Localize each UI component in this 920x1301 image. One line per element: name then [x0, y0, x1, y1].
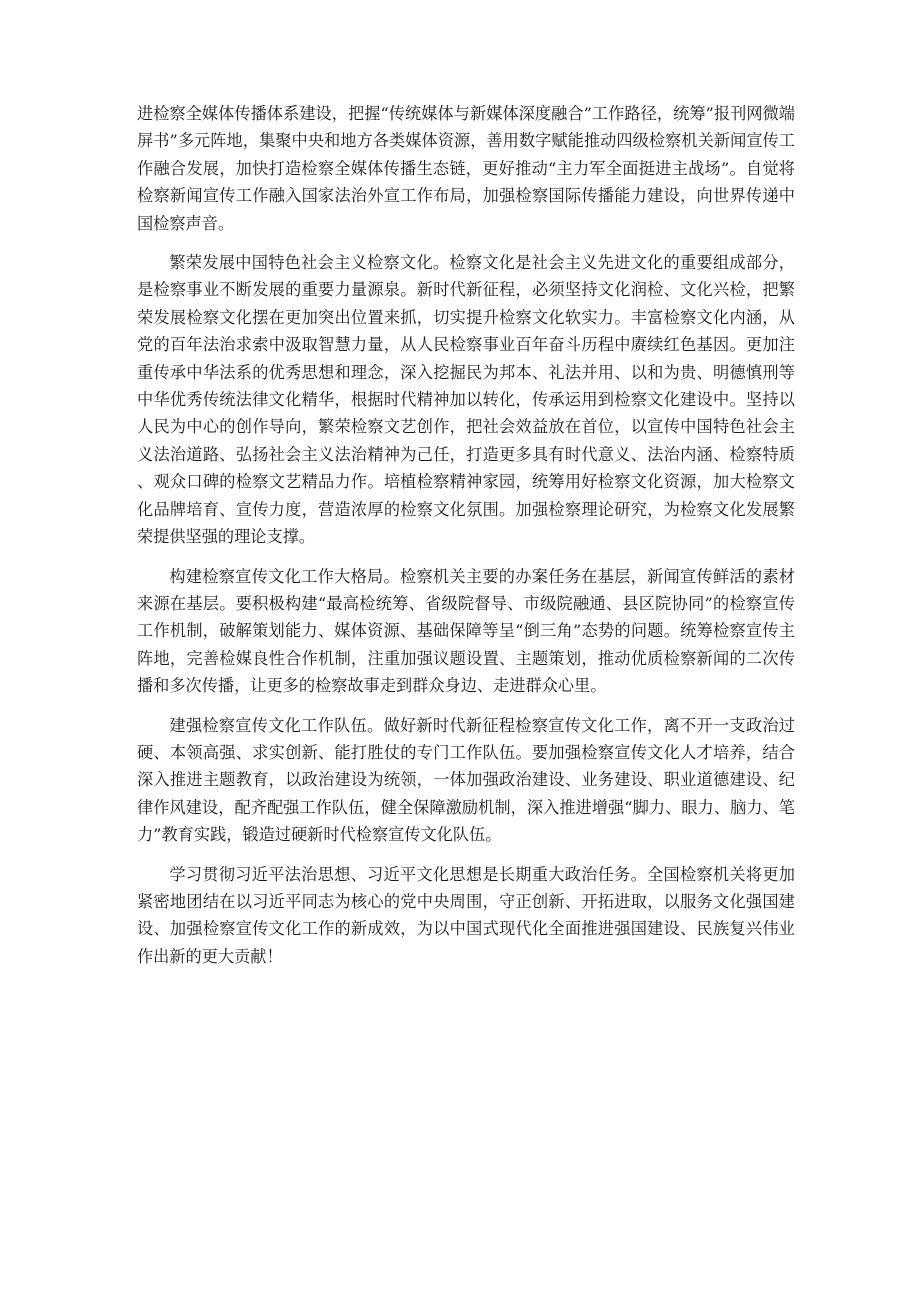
paragraph-team-building: 建强检察宣传文化工作队伍。做好新时代新征程检察宣传文化工作，离不开一支政治过硬、本领高强、求实创新、能打胜仗的专门工作队伍。要加强检察宣传文化人才培养，结合深入推进主题教育，以政治建设为统领，一体加强政治建设、业务建设、职业道德建设、纪律作风建设，配齐配强工作队伍，健全保障激励机制，深入推进增强“脚力、眼力、脑力、笔力”教育实践，锻造过硬新时代检察宣传文化队伍。: [137, 715, 795, 845]
paragraph-prosecutorial-culture: 繁荣发展中国特色社会主义检察文化。检察文化是社会主义先进文化的重要组成部分，是检察事业不断发展的重要力量源泉。新时代新征程，必须坚持文化润检、文化兴检，把繁荣发展检察文化摆在更加突出位置来抓，切实提升检察文化软实力。丰富检察文化内涵，从党的百年法治求索中汲取智慧力量，从人民检察事业百年奋斗历程中赓续红色基因。更加注重传承中华法系的优秀思想和理念，深入挖掘民为邦本、礼法并用、以和为贵、明德慎刑等中华优秀传统法律文化精华，根据时代精神加以转化，传承运用到检察文化建设中。坚持以人民为中心的创作导向，繁荣检察文艺创作，把社会效益放在首位，以宣传中国特色社会主义法治道路、弘扬社会主义法治精神为己任，打造更多具有时代意义、法治内涵、检察特质、观众口碑的检察文艺精品力作。培植检察精神家园，统筹用好检察文化资源，加大检察文化品牌培育、宣传力度，营造浓厚的检察文化氛围。加强检察理论研究，为检察文化发展繁荣提供坚强的理论支撑。: [137, 253, 795, 547]
document-body: [137, 100, 795, 982]
paragraph-continuation: 进检察全媒体传播体系建设，把握“传统媒体与新媒体深度融合”工作路径，统筹”报刊网微端屏书”多元阵地，集聚中央和地方各类媒体资源，善用数字赋能推动四级检察机关新闻宣传工作融合发展，加快打造检察全媒体传播生态链，更好推动“主力军全面挺进主战场”。自觉将检察新闻宣传工作融入国家法治外宣工作布局，加强检察国际传播能力建设，向世界传递中国检察声音。: [137, 104, 795, 233]
paragraph-conclusion: 学习贯彻习近平法治思想、习近平文化思想是长期重大政治任务。全国检察机关将更加紧密地团结在以习近平同志为核心的党中央周围，守正创新、开拓进取，以服务文化强国建设、加强检察宣传文化工作的新成效，为以中国式现代化全面推进强国建设、民族复兴伟业作出新的更大贡献！: [137, 864, 795, 966]
paragraph-publicity-framework: 构建检察宣传文化工作大格局。检察机关主要的办案任务在基层，新闻宣传鲜活的素材来源在基层。要积极构建“最高检统筹、省级院督导、市级院融通、县区院协同”的检察宣传工作机制，破解策划能力、媒体资源、基础保障等呈“倒三角”态势的问题。统筹检察宣传主阵地，完善检媒良性合作机制，注重加强议题设置、主题策划，推动优质检察新闻的二次传播和多次传播，让更多的检察故事走到群众身边、走进群众心里。: [137, 566, 795, 696]
